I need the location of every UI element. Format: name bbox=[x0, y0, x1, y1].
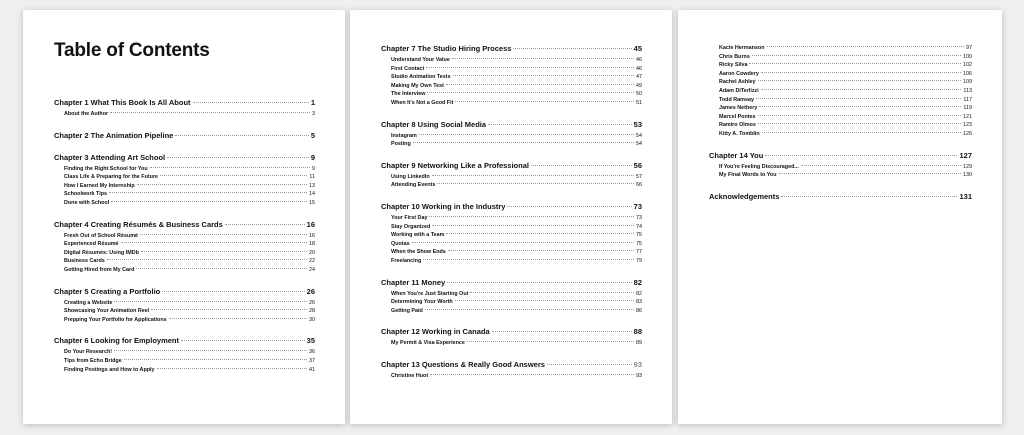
dot-leader bbox=[160, 175, 307, 176]
section-entry-page-number: 46 bbox=[636, 65, 642, 72]
chapter-entry bbox=[381, 161, 642, 171]
section-entry-title: Attending Events bbox=[391, 182, 436, 189]
section-entry-title: Aaron Cowdery bbox=[719, 70, 759, 77]
dot-leader bbox=[758, 115, 961, 116]
section-entry bbox=[709, 96, 972, 105]
dot-leader bbox=[432, 225, 634, 226]
dot-leader bbox=[446, 233, 634, 234]
section-entry-title: Kitty A. Tomblin bbox=[719, 130, 760, 137]
section-entry-page-number: 22 bbox=[309, 258, 315, 265]
section-entry bbox=[381, 240, 642, 249]
chapter-entry bbox=[54, 131, 315, 141]
chapter-block bbox=[381, 44, 642, 108]
dot-leader bbox=[110, 112, 310, 113]
dot-leader bbox=[761, 89, 962, 90]
chapter-entry-page-number: 73 bbox=[633, 201, 642, 211]
chapter-entry-page-number: 1 bbox=[310, 98, 315, 107]
chapter-entry-page-number: 9 bbox=[310, 152, 315, 162]
section-entry-page-number: 121 bbox=[963, 113, 972, 120]
section-entry-title: When It's Not a Good Fit bbox=[391, 99, 454, 106]
section-entry bbox=[381, 99, 642, 108]
chapter-block bbox=[381, 120, 642, 149]
section-entry-title: Fresh Out of School Résumé bbox=[64, 232, 138, 239]
dot-leader bbox=[151, 309, 307, 310]
chapter-block bbox=[709, 151, 972, 180]
section-entry bbox=[54, 190, 315, 199]
chapter-block bbox=[381, 202, 642, 266]
dot-leader bbox=[513, 48, 631, 49]
chapter-entry bbox=[381, 278, 642, 288]
section-entry-title: Using LinkedIn bbox=[391, 173, 430, 180]
chapter-entry-title: Chapter 11 Money bbox=[381, 277, 446, 287]
section-entry bbox=[381, 231, 642, 240]
section-entry bbox=[381, 73, 642, 82]
section-entry bbox=[381, 290, 642, 299]
section-entry-page-number: 51 bbox=[636, 99, 642, 106]
dot-leader bbox=[121, 242, 307, 243]
section-entry-title: Todd Ramsay bbox=[719, 96, 754, 103]
chapter-entry-page-number: 82 bbox=[633, 277, 642, 287]
chapter-block bbox=[54, 98, 315, 119]
dot-leader bbox=[412, 242, 634, 243]
section-entry bbox=[54, 257, 315, 266]
chapter-entry-page-number: 16 bbox=[306, 219, 315, 229]
section-entry bbox=[54, 182, 315, 191]
section-entry-title: If You're Feeling Discouraged... bbox=[719, 163, 799, 170]
section-entry-page-number: 36 bbox=[309, 349, 315, 356]
section-entry-title: James Nethery bbox=[719, 105, 758, 112]
section-entry bbox=[709, 104, 972, 113]
section-entry bbox=[54, 316, 315, 325]
toc-list bbox=[54, 98, 315, 386]
section-entry-title: Do Your Research! bbox=[64, 349, 113, 356]
section-entry bbox=[54, 266, 315, 275]
chapter-block bbox=[381, 360, 642, 381]
section-entry-page-number: 126 bbox=[963, 130, 972, 137]
section-entry bbox=[54, 240, 315, 249]
section-entry bbox=[381, 173, 642, 182]
dot-leader bbox=[140, 234, 307, 235]
section-entry bbox=[381, 214, 642, 223]
section-entry-title: Posting bbox=[391, 141, 411, 148]
section-entry bbox=[54, 232, 315, 241]
dot-leader bbox=[157, 368, 307, 369]
section-entry bbox=[709, 113, 972, 122]
section-entry bbox=[54, 110, 315, 119]
section-entry bbox=[709, 171, 972, 180]
dot-leader bbox=[423, 259, 634, 260]
chapter-entry-title: Chapter 10 Working in the Industry bbox=[381, 201, 506, 211]
section-entry-title: Stay Organized bbox=[391, 223, 431, 230]
section-entry-page-number: 102 bbox=[963, 62, 972, 69]
section-entry-page-number: 49 bbox=[636, 82, 642, 89]
chapter-entry-title: Chapter 8 Using Social Media bbox=[381, 119, 487, 129]
section-entry bbox=[54, 348, 315, 357]
section-entry-title: Chris Burns bbox=[719, 53, 750, 60]
chapter-entry bbox=[709, 151, 972, 161]
dot-leader bbox=[752, 55, 961, 56]
continued-section-list bbox=[709, 44, 972, 139]
dot-leader bbox=[124, 359, 307, 360]
dot-leader bbox=[447, 282, 631, 283]
chapter-entry bbox=[381, 202, 642, 212]
dot-leader bbox=[437, 183, 634, 184]
section-entry-page-number: 73 bbox=[636, 214, 642, 221]
dot-leader bbox=[432, 175, 634, 176]
chapter-entry-title: Acknowledgements bbox=[709, 191, 780, 201]
section-entry-title: About the Author bbox=[64, 111, 109, 117]
section-entry-page-number: 109 bbox=[963, 79, 972, 86]
chapter-entry-page-number: 53 bbox=[633, 119, 642, 129]
section-entry bbox=[709, 87, 972, 96]
section-entry-title: The Interview bbox=[391, 91, 426, 98]
toc-page-1 bbox=[23, 10, 345, 424]
dot-leader bbox=[781, 196, 957, 197]
dot-leader bbox=[225, 224, 305, 225]
dot-leader bbox=[429, 216, 634, 217]
chapter-block bbox=[381, 327, 642, 348]
chapter-entry-page-number: 45 bbox=[633, 44, 642, 53]
section-entry bbox=[54, 366, 315, 375]
chapter-entry-page-number: 26 bbox=[306, 286, 315, 296]
toc-page-3 bbox=[678, 10, 1002, 424]
chapter-entry bbox=[54, 98, 315, 108]
dot-leader bbox=[167, 157, 309, 158]
section-entry bbox=[709, 130, 972, 139]
dot-leader bbox=[150, 167, 310, 168]
dot-leader bbox=[446, 84, 634, 85]
section-entry-title: Ricky Silva bbox=[719, 62, 748, 69]
dot-leader bbox=[765, 155, 957, 156]
chapter-entry-title: Chapter 6 Looking for Employment bbox=[54, 336, 180, 346]
dot-leader bbox=[758, 123, 961, 124]
section-entry-page-number: 9 bbox=[312, 165, 315, 172]
dot-leader bbox=[467, 341, 634, 342]
section-entry-page-number: 15 bbox=[309, 199, 315, 206]
chapter-block bbox=[381, 278, 642, 316]
dot-leader bbox=[531, 165, 632, 166]
toc-list bbox=[381, 44, 642, 392]
section-entry-page-number: 11 bbox=[309, 174, 315, 181]
section-entry-title: Done with School bbox=[64, 199, 110, 206]
section-entry-page-number: 123 bbox=[963, 122, 972, 129]
dot-leader bbox=[455, 101, 634, 102]
section-entry bbox=[381, 181, 642, 190]
section-entry bbox=[709, 61, 972, 70]
section-entry-title: Digital Résumés: Using IMDb bbox=[64, 249, 139, 256]
dot-leader bbox=[488, 124, 632, 125]
section-entry bbox=[381, 90, 642, 99]
section-entry-page-number: 100 bbox=[963, 53, 972, 60]
chapter-entry-page-number: 88 bbox=[633, 327, 642, 337]
dot-leader bbox=[109, 192, 307, 193]
section-entry-page-number: 50 bbox=[636, 91, 642, 98]
section-entry-page-number: 26 bbox=[309, 299, 315, 306]
chapter-entry bbox=[54, 153, 315, 163]
section-entry bbox=[54, 199, 315, 208]
page-title: Table of Contents bbox=[54, 40, 210, 61]
section-entry-page-number: 82 bbox=[636, 290, 642, 297]
section-entry-title: Class Life & Preparing for the Future bbox=[64, 174, 159, 181]
chapter-block bbox=[54, 287, 315, 325]
chapter-entry-title: Chapter 2 The Animation Pipeline bbox=[54, 130, 174, 140]
dot-leader bbox=[169, 318, 307, 319]
chapter-entry-title: Chapter 3 Attending Art School bbox=[54, 152, 166, 162]
section-entry-page-number: 18 bbox=[309, 241, 315, 248]
dot-leader bbox=[470, 292, 634, 293]
dot-leader bbox=[758, 80, 961, 81]
section-entry-title: Creating a Website bbox=[64, 299, 113, 306]
section-entry-title: My Permit & Visa Experience bbox=[391, 340, 465, 347]
dot-leader bbox=[749, 63, 961, 64]
section-entry bbox=[709, 44, 972, 53]
section-entry-page-number: 93 bbox=[636, 372, 642, 379]
section-entry-page-number: 54 bbox=[636, 141, 642, 148]
dot-leader bbox=[448, 250, 634, 251]
section-entry-title: First Contact bbox=[391, 65, 425, 72]
chapter-entry-title: Chapter 4 Creating Résumés & Business Cards bbox=[54, 219, 223, 229]
section-entry bbox=[381, 140, 642, 149]
section-entry-title: Finding the Right School for You bbox=[64, 165, 148, 172]
section-entry-title: My Final Words to You bbox=[719, 172, 777, 179]
section-entry-title: Showcasing Your Animation Reel bbox=[64, 308, 150, 315]
chapter-block bbox=[54, 131, 315, 141]
section-entry-title: Marcel Pontes bbox=[719, 113, 756, 120]
section-entry-page-number: 75 bbox=[636, 232, 642, 239]
section-entry-page-number: 57 bbox=[636, 173, 642, 180]
dot-leader bbox=[425, 309, 634, 310]
chapter-entry-page-number: 5 bbox=[310, 130, 315, 140]
dot-leader bbox=[107, 259, 307, 260]
section-entry-page-number: 77 bbox=[636, 249, 642, 256]
section-entry bbox=[381, 307, 642, 316]
section-entry-title: Determining Your Worth bbox=[391, 299, 453, 306]
section-entry-title: Getting Paid bbox=[391, 307, 423, 314]
section-entry-title: Business Cards bbox=[64, 258, 105, 265]
section-entry bbox=[54, 299, 315, 308]
section-entry-title: Instagram bbox=[391, 132, 417, 139]
section-entry-title: Working with a Team bbox=[391, 232, 445, 239]
section-entry bbox=[381, 132, 642, 141]
section-entry-title: Finding Postings and How to Apply bbox=[64, 366, 155, 373]
section-entry-title: Freelancing bbox=[391, 257, 422, 264]
dot-leader bbox=[162, 291, 304, 292]
section-entry-page-number: 83 bbox=[636, 299, 642, 306]
chapter-block bbox=[54, 153, 315, 208]
dot-leader bbox=[430, 374, 634, 375]
section-entry-page-number: 46 bbox=[636, 57, 642, 63]
section-entry-title: Schoolwork Tips bbox=[64, 191, 108, 198]
section-entry-page-number: 130 bbox=[963, 172, 972, 179]
section-entry bbox=[709, 70, 972, 79]
section-entry bbox=[54, 307, 315, 316]
section-entry-page-number: 117 bbox=[963, 96, 972, 103]
chapter-entry bbox=[709, 192, 972, 202]
dot-leader bbox=[452, 58, 634, 59]
dot-leader bbox=[756, 98, 961, 99]
section-entry-page-number: 86 bbox=[636, 307, 642, 314]
section-entry bbox=[381, 248, 642, 257]
section-entry-page-number: 106 bbox=[963, 70, 972, 77]
chapter-entry-title: Chapter 13 Questions & Really Good Answers bbox=[381, 359, 545, 369]
dot-leader bbox=[801, 165, 961, 166]
section-entry bbox=[709, 121, 972, 130]
section-entry-title: Prepping Your Portfolio for Applications bbox=[64, 316, 167, 323]
section-entry bbox=[381, 82, 642, 91]
section-entry bbox=[54, 357, 315, 366]
section-entry bbox=[709, 163, 972, 172]
section-entry-page-number: 16 bbox=[309, 232, 315, 239]
section-entry-title: Quotas bbox=[391, 240, 410, 247]
section-entry-page-number: 79 bbox=[636, 257, 642, 264]
dot-leader bbox=[547, 364, 632, 365]
section-entry-page-number: 41 bbox=[309, 366, 315, 373]
chapter-block bbox=[54, 220, 315, 275]
section-entry-title: Getting Hired from My Card bbox=[64, 266, 135, 273]
section-entry-page-number: 97 bbox=[966, 45, 972, 51]
dot-leader bbox=[111, 201, 307, 202]
section-entry-title: Understand Your Value bbox=[391, 57, 450, 63]
toc-list bbox=[709, 44, 972, 214]
dot-leader bbox=[762, 132, 961, 133]
dot-leader bbox=[419, 134, 634, 135]
chapter-entry-title: Chapter 7 The Studio Hiring Process bbox=[381, 44, 512, 53]
section-entry bbox=[54, 165, 315, 174]
chapter-entry-title: Chapter 12 Working in Canada bbox=[381, 327, 490, 337]
section-entry bbox=[709, 78, 972, 87]
chapter-entry bbox=[381, 120, 642, 130]
chapter-entry bbox=[381, 44, 642, 54]
dot-leader bbox=[507, 206, 631, 207]
dot-leader bbox=[426, 67, 634, 68]
chapter-entry-page-number: 35 bbox=[306, 336, 315, 346]
dot-leader bbox=[141, 251, 307, 252]
section-entry-page-number: 20 bbox=[309, 249, 315, 256]
section-entry-page-number: 89 bbox=[636, 340, 642, 347]
dot-leader bbox=[136, 268, 307, 269]
chapter-entry-title: Chapter 1 What This Book Is All About bbox=[54, 98, 191, 107]
chapter-entry bbox=[54, 287, 315, 297]
section-entry bbox=[381, 56, 642, 65]
section-entry-page-number: 119 bbox=[963, 105, 972, 112]
chapter-entry-page-number: 56 bbox=[633, 160, 642, 170]
section-entry-page-number: 129 bbox=[963, 163, 972, 170]
dot-leader bbox=[453, 75, 634, 76]
section-entry bbox=[381, 257, 642, 266]
section-entry-page-number: 13 bbox=[309, 182, 315, 189]
chapter-entry-page-number: 93 bbox=[633, 359, 642, 369]
section-entry-page-number: 74 bbox=[636, 223, 642, 230]
dot-leader bbox=[779, 173, 961, 174]
section-entry-page-number: 37 bbox=[309, 357, 315, 364]
section-entry-page-number: 3 bbox=[312, 111, 315, 117]
toc-page-2 bbox=[350, 10, 672, 424]
section-entry-title: Kacie Hermanson bbox=[719, 45, 765, 51]
dot-leader bbox=[137, 184, 307, 185]
section-entry-title: Studio Animation Tests bbox=[391, 74, 451, 81]
section-entry-title: Adam DiTerlizzi bbox=[719, 87, 759, 94]
dot-leader bbox=[114, 301, 307, 302]
section-entry-title: Rachel Ashley bbox=[719, 79, 756, 86]
dot-leader bbox=[427, 92, 634, 93]
section-entry-title: Christine Huot bbox=[391, 372, 429, 379]
section-entry-title: How I Earned My Internship bbox=[64, 182, 135, 189]
section-entry bbox=[381, 65, 642, 74]
section-entry bbox=[381, 372, 642, 381]
chapter-entry-title: Chapter 5 Creating a Portfolio bbox=[54, 286, 161, 296]
section-entry bbox=[54, 173, 315, 182]
section-entry bbox=[709, 53, 972, 62]
dot-leader bbox=[492, 331, 632, 332]
section-entry bbox=[381, 298, 642, 307]
section-entry-page-number: 30 bbox=[309, 316, 315, 323]
section-entry bbox=[381, 339, 642, 348]
section-entry-page-number: 66 bbox=[636, 182, 642, 189]
chapter-entry-title: Chapter 14 You bbox=[709, 150, 764, 160]
dot-leader bbox=[413, 142, 634, 143]
section-entry bbox=[381, 223, 642, 232]
section-entry-title: Your First Day bbox=[391, 214, 428, 221]
section-entry-page-number: 75 bbox=[636, 240, 642, 247]
section-entry-title: Tips from Echo Bridge bbox=[64, 357, 122, 364]
section-entry bbox=[54, 249, 315, 258]
chapter-block bbox=[54, 336, 315, 374]
section-entry-title: Making My Own Test bbox=[391, 82, 444, 89]
section-entry-title: Experienced Résumé bbox=[64, 241, 119, 248]
section-entry-page-number: 54 bbox=[636, 132, 642, 139]
chapter-entry-page-number: 127 bbox=[959, 150, 972, 160]
section-entry-page-number: 47 bbox=[636, 74, 642, 81]
dot-leader bbox=[175, 135, 309, 136]
dot-leader bbox=[193, 102, 309, 103]
dot-leader bbox=[114, 350, 307, 351]
chapter-entry-title: Chapter 9 Networking Like a Professional bbox=[381, 160, 529, 170]
dot-leader bbox=[455, 300, 634, 301]
dot-leader bbox=[761, 72, 961, 73]
section-entry-page-number: 24 bbox=[309, 266, 315, 273]
section-entry-title: Ramiro Olmos bbox=[719, 122, 756, 129]
chapter-entry bbox=[381, 327, 642, 337]
dot-leader bbox=[767, 46, 964, 47]
dot-leader bbox=[759, 106, 961, 107]
chapter-entry bbox=[54, 220, 315, 230]
chapter-block bbox=[709, 192, 972, 202]
section-entry-page-number: 14 bbox=[309, 191, 315, 198]
section-entry-page-number: 28 bbox=[309, 308, 315, 315]
chapter-block bbox=[381, 161, 642, 190]
section-entry-title: When the Show Ends bbox=[391, 249, 446, 256]
chapter-entry bbox=[381, 360, 642, 370]
dot-leader bbox=[181, 340, 305, 341]
section-entry-title: When You're Just Starting Out bbox=[391, 290, 469, 297]
section-entry-page-number: 113 bbox=[963, 87, 972, 94]
chapter-entry bbox=[54, 336, 315, 346]
chapter-entry-page-number: 131 bbox=[959, 191, 972, 201]
